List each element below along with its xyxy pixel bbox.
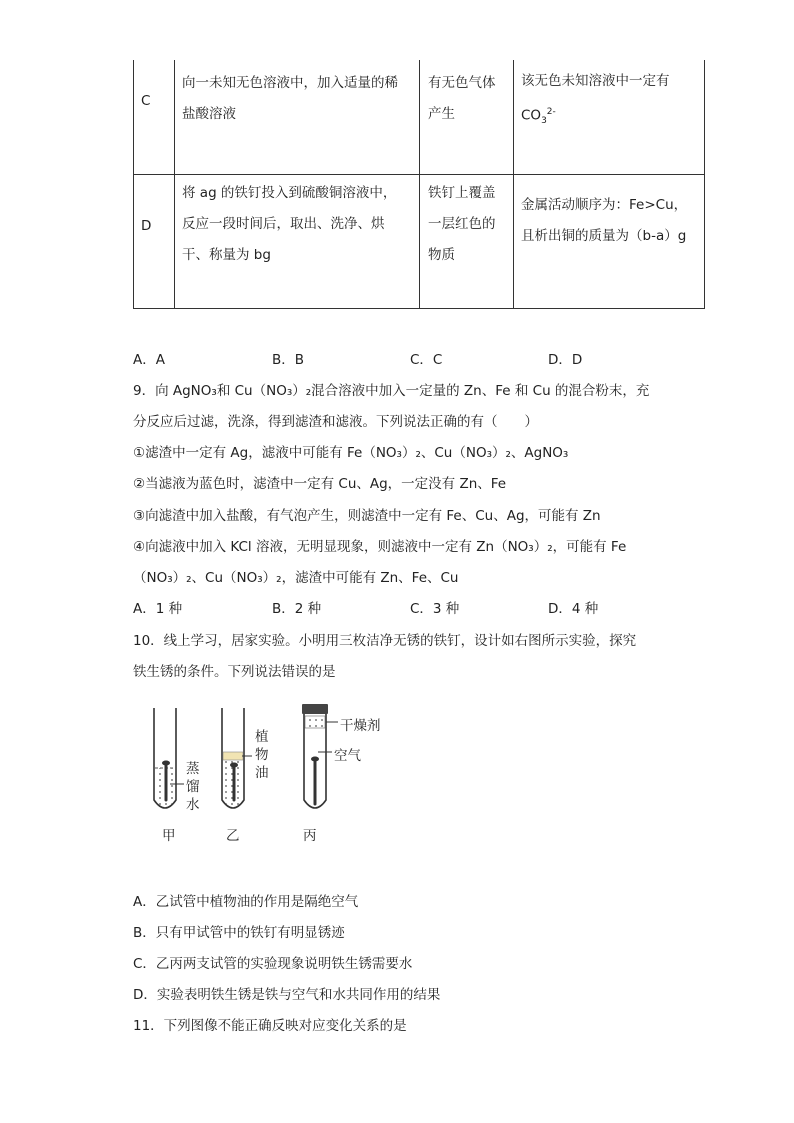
q10-stem-line: 10．线上学习，居家实验。小明用三枚洁净无锈的铁钉，设计如右图所示实验，探究 xyxy=(133,633,637,649)
label-distilled-water xyxy=(186,760,200,814)
label-char: 物 xyxy=(255,747,269,763)
label-air: 空气 xyxy=(334,748,361,764)
experiment-table xyxy=(133,60,705,309)
row-c-phenomenon-line: 有无色气体 xyxy=(428,75,496,91)
q8-option-d[interactable]: D．D xyxy=(548,352,583,368)
q9-option-a[interactable]: A．1 种 xyxy=(133,601,183,617)
table-row-divider xyxy=(133,174,705,175)
stopper-icon xyxy=(302,704,328,714)
q8-option-a[interactable]: A．A xyxy=(133,352,165,368)
row-d-phenomenon xyxy=(428,178,496,271)
label-char: 馏 xyxy=(186,779,200,795)
table-divider xyxy=(174,60,175,309)
row-d-operation-line: 干、称量为 bg xyxy=(182,247,271,263)
q9-statement-1: ①滤渣中一定有 Ag，滤液中可能有 Fe（NO₃）₂、Cu（NO₃）₂、AgNO₃ xyxy=(133,445,569,461)
q10-option-d[interactable]: D．实验表明铁生锈是铁与空气和水共同作用的结果 xyxy=(133,987,441,1003)
q9-option-d[interactable]: D．4 种 xyxy=(548,601,599,617)
label-char: 蒸 xyxy=(186,761,200,777)
tube-jia xyxy=(154,708,176,808)
table-divider xyxy=(419,60,420,309)
q8-option-b[interactable]: B．B xyxy=(272,352,305,368)
carbonate-subscript: 3 xyxy=(541,116,547,127)
table-border-right xyxy=(704,60,705,309)
row-d-phenomenon-line: 一层红色的 xyxy=(428,216,496,232)
label-char: 水 xyxy=(186,797,200,813)
row-d-conclusion-line: 且析出铜的质量为（b-a）g xyxy=(521,228,687,244)
row-c-operation xyxy=(182,68,398,130)
row-label-d: D xyxy=(141,218,152,234)
tube-yi xyxy=(222,708,244,808)
row-d-phenomenon-line: 铁钉上覆盖 xyxy=(428,185,496,201)
carbonate-formula: CO xyxy=(521,107,542,124)
q10-option-b[interactable]: B．只有甲试管中的铁钉有明显锈迹 xyxy=(133,925,345,941)
q10-stem-line: 铁生锈的条件。下列说法错误的是 xyxy=(133,664,336,680)
q9-stem-line: 分反应后过滤，洗涤，得到滤渣和滤液。下列说法正确的有（ ） xyxy=(133,414,538,430)
label-desiccant: 干燥剂 xyxy=(340,718,381,734)
label-tube-yi: 乙 xyxy=(226,828,240,844)
q10-option-c[interactable]: C．乙丙两支试管的实验现象说明铁生锈需要水 xyxy=(133,956,413,972)
q10-option-a[interactable]: A．乙试管中植物油的作用是隔绝空气 xyxy=(133,894,359,910)
row-c-phenomenon-line: 产生 xyxy=(428,106,455,122)
q9-statement-4: ④向滤液中加入 KCl 溶液，无明显现象，则滤液中一定有 Zn（NO₃）₂，可能有 Fe xyxy=(133,539,627,555)
row-label-c: C xyxy=(141,93,151,109)
row-d-operation-line: 将 ag 的铁钉投入到硫酸铜溶液中， xyxy=(182,185,397,201)
q9-stem-line: 9．向 AgNO₃和 Cu（NO₃）₂混合溶液中加入一定量的 Zn、Fe 和 Cu 的混合粉末，充 xyxy=(133,383,650,399)
row-d-operation xyxy=(182,178,396,271)
q9-statement-3: ③向滤渣中加入盐酸，有气泡产生，则滤渣中一定有 Fe、Cu、Ag，可能有 Zn xyxy=(133,508,601,524)
row-c-conclusion-formula xyxy=(521,97,670,137)
row-d-operation-line: 反应一段时间后，取出、洗净、烘 xyxy=(182,216,385,232)
table-divider xyxy=(513,60,514,309)
row-c-conclusion xyxy=(521,66,670,137)
q9-statement-4-cont: （NO₃）₂、Cu（NO₃）₂，滤渣中可能有 Zn、Fe、Cu xyxy=(133,570,459,586)
q9-option-b[interactable]: B．2 种 xyxy=(272,601,322,617)
q9-option-c[interactable]: C．3 种 xyxy=(410,601,460,617)
table-border-bottom xyxy=(133,308,705,309)
row-c-phenomenon xyxy=(428,68,496,130)
label-tube-bing: 丙 xyxy=(303,828,317,844)
row-d-phenomenon-line: 物质 xyxy=(428,247,455,263)
q9-statement-2: ②当滤液为蓝色时，滤渣中一定有 Cu、Ag，一定没有 Zn、Fe xyxy=(133,476,507,492)
row-d-conclusion xyxy=(521,190,687,252)
q11-stem: 11．下列图像不能正确反映对应变化关系的是 xyxy=(133,1018,407,1034)
label-char: 植 xyxy=(255,729,269,745)
carbonate-charge: 2- xyxy=(546,107,556,117)
label-char: 油 xyxy=(255,765,269,781)
label-tube-jia: 甲 xyxy=(162,828,176,844)
row-c-operation-line: 盐酸溶液 xyxy=(182,106,236,122)
table-border-left xyxy=(133,60,134,309)
tube-bing xyxy=(302,704,328,808)
row-c-operation-line: 向一未知无色溶液中，加入适量的稀 xyxy=(182,75,398,91)
q8-option-c[interactable]: C．C xyxy=(410,352,443,368)
row-c-conclusion-line: 该无色未知溶液中一定有 xyxy=(521,73,670,89)
row-d-conclusion-line: 金属活动顺序为：Fe>Cu， xyxy=(521,197,688,213)
label-vegetable-oil xyxy=(255,728,269,782)
